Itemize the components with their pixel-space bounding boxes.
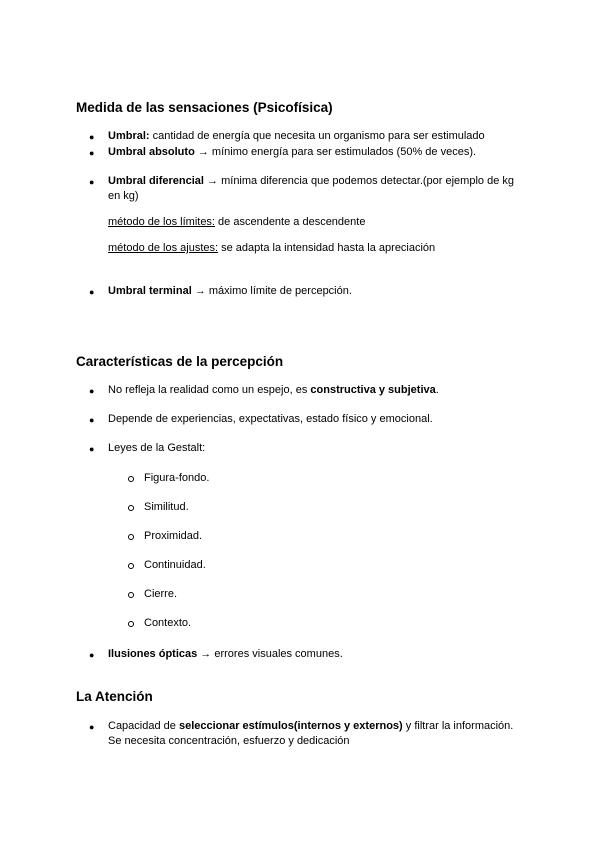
bullet: ● [89,287,95,297]
bullet: ● [89,386,95,396]
list-item-umbral-diferencial-cont: en kg) [108,190,139,202]
text-umbral-terminal: → máximo límite de percepción. [191,285,352,297]
list-item-realidad [108,383,439,398]
heading-atencion: La Atención [76,689,153,704]
paragraph-metodo-ajustes [108,241,435,256]
list-item-atencion [108,719,513,734]
hollow-bullet-icon [128,592,134,598]
hollow-bullet-icon [128,476,134,482]
text-metodo-ajustes: se adapta la intensidad hasta la apreciación [218,242,436,254]
term-umbral-terminal: Umbral terminal [108,285,192,297]
label-metodo-limites: método de los límites: [108,216,215,228]
list-item-ilusiones [108,647,343,662]
gestalt-item: Cierre. [144,588,178,600]
hollow-bullet-icon [128,534,134,540]
text-atencion-b: seleccionar estímulos(internos y externos) [178,720,403,732]
heading-psicofisica: Medida de las sensaciones (Psicofísica) [76,100,333,115]
term-umbral-absoluto: Umbral absoluto [108,146,195,158]
paragraph-metodo-limites [108,215,365,230]
list-item-umbral-absoluto [108,145,476,160]
hollow-bullet-icon [128,563,134,569]
text-atencion-a: Capacidad de [108,720,179,732]
list-item-umbral-diferencial [108,174,514,189]
text-realidad-b: constructiva y subjetiva [310,384,436,396]
bullet: ● [89,148,95,158]
hollow-bullet-icon [128,505,134,511]
list-item-experiencias: Depende de experiencias, expectativas, estado físico y emocional. [108,413,433,425]
gestalt-item: Figura-fondo. [144,472,210,484]
bullet: ● [89,415,95,425]
list-item-umbral [108,129,485,144]
bullet: ● [89,722,95,732]
bullet: ● [89,650,95,660]
hollow-bullet-icon [128,621,134,627]
text-ilusiones: → errores visuales comunes. [197,648,343,660]
bullet: ● [89,177,95,187]
text-realidad-a: No refleja la realidad como un espejo, es [108,384,311,396]
bullet: ● [89,444,95,454]
text-realidad-c: . [435,384,439,396]
list-item-gestalt: Leyes de la Gestalt: [108,442,206,454]
text-umbral-diferencial: → mínima diferencia que podemos detectar.(por ejemplo de kg [203,175,514,187]
term-umbral-diferencial: Umbral diferencial [108,175,204,187]
list-item-atencion-cont: Se necesita concentración, esfuerzo y dedicación [108,735,350,747]
text-metodo-limites: de ascendente a descendente [215,216,366,228]
gestalt-item: Contexto. [144,617,192,629]
gestalt-item: Similitud. [144,501,189,513]
text-atencion-c: y filtrar la información. [402,720,514,732]
gestalt-item: Continuidad. [144,559,206,571]
term-ilusiones: Ilusiones ópticas [108,648,198,660]
bullet: ● [89,132,95,142]
list-item-umbral-terminal [108,284,352,299]
text-umbral-absoluto: → mínimo energía para ser estimulados (50% de veces). [194,146,477,158]
term-umbral: Umbral: [108,130,150,142]
text-umbral: cantidad de energía que necesita un organismo para ser estimulado [149,130,485,142]
gestalt-item: Proximidad. [144,530,203,542]
label-metodo-ajustes: método de los ajustes: [108,242,219,254]
heading-percepcion: Características de la percepción [76,354,284,369]
